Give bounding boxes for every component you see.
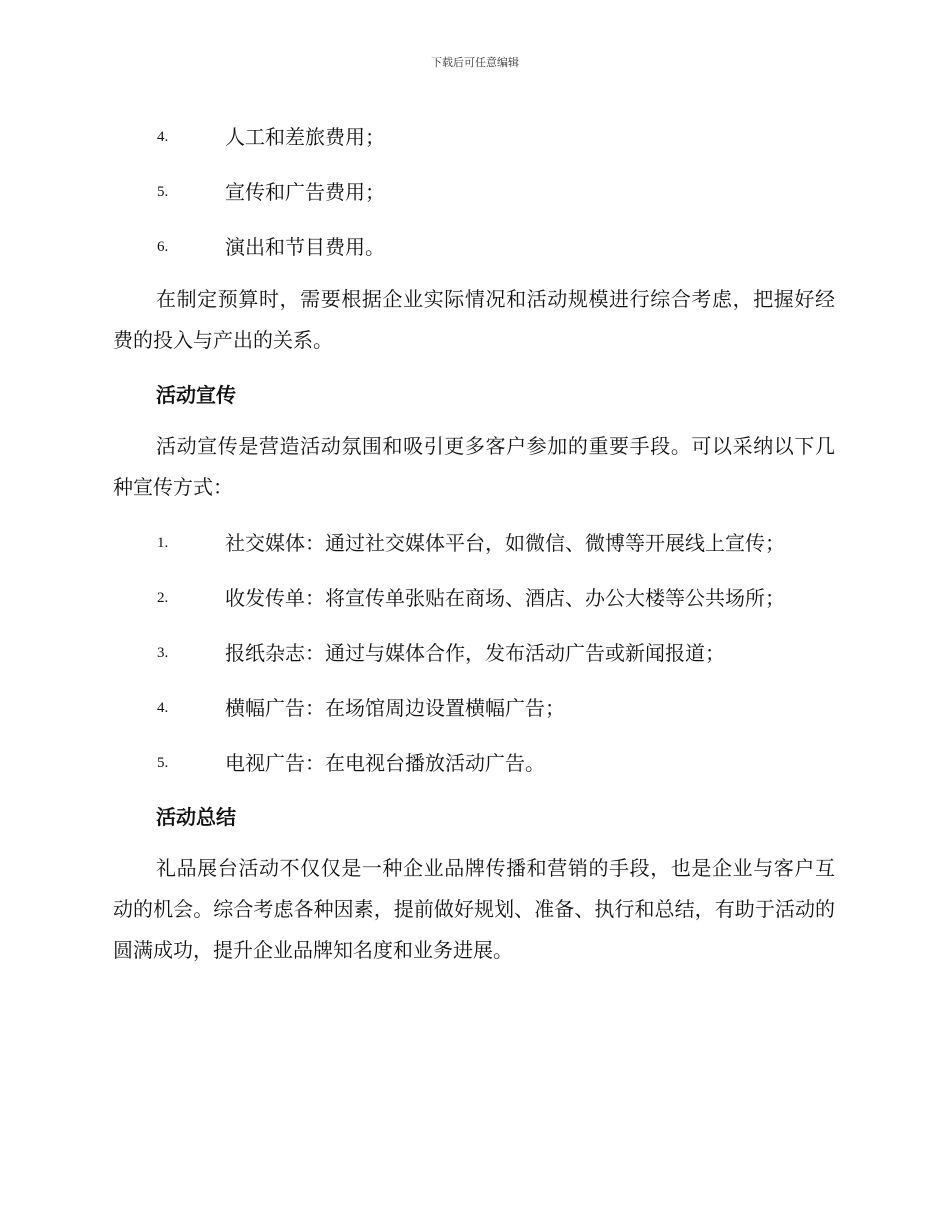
list-text: 横幅广告：在场馆周边设置横幅广告； xyxy=(225,696,565,720)
list-item xyxy=(113,110,835,165)
list-item xyxy=(113,681,835,736)
list-number: 2. xyxy=(157,590,169,606)
paragraph-summary: 礼品展台活动不仅仅是一种企业品牌传播和营销的手段，也是企业与客户互动的机会。综合考虑各种因素，提前做好规划、准备、执行和总结，有助于活动的圆满成功，提升企业品牌知名度和业务进展。 xyxy=(113,856,835,962)
list-number: 5. xyxy=(157,755,169,771)
paragraph-promotion: 活动宣传是营造活动氛围和吸引更多客户参加的重要手段。可以采纳以下几种宣传方式： xyxy=(113,434,835,499)
list-text: 演出和节目费用。 xyxy=(225,235,385,259)
section-heading-promotion: 活动宣传 xyxy=(156,383,236,407)
list-number: 3. xyxy=(157,645,169,661)
list-item xyxy=(113,165,835,220)
list-text: 电视广告：在电视台播放活动广告。 xyxy=(225,751,545,775)
list-item xyxy=(113,736,835,791)
list-number: 1. xyxy=(157,535,169,551)
list-text: 人工和差旅费用； xyxy=(225,125,385,149)
list-number: 4. xyxy=(157,700,169,716)
list-text: 宣传和广告费用； xyxy=(225,180,385,204)
section-heading-summary: 活动总结 xyxy=(156,805,236,829)
list-item xyxy=(113,220,835,275)
document-body xyxy=(113,110,835,979)
list-item xyxy=(113,626,835,681)
list-number: 6. xyxy=(157,239,169,255)
list-text: 社交媒体：通过社交媒体平台，如微信、微博等开展线上宣传； xyxy=(225,531,785,555)
list-text: 收发传单：将宣传单张贴在商场、酒店、办公大楼等公共场所； xyxy=(225,586,785,610)
list-item xyxy=(113,571,835,626)
paragraph-budget: 在制定预算时，需要根据企业实际情况和活动规模进行综合考虑，把握好经费的投入与产出的关系。 xyxy=(113,287,835,352)
page-header: 下载后可任意编辑 xyxy=(431,56,519,69)
list-item xyxy=(113,516,835,571)
list-number: 4. xyxy=(157,129,169,145)
list-number: 5. xyxy=(157,184,169,200)
list-text: 报纸杂志：通过与媒体合作，发布活动广告或新闻报道； xyxy=(225,641,725,665)
